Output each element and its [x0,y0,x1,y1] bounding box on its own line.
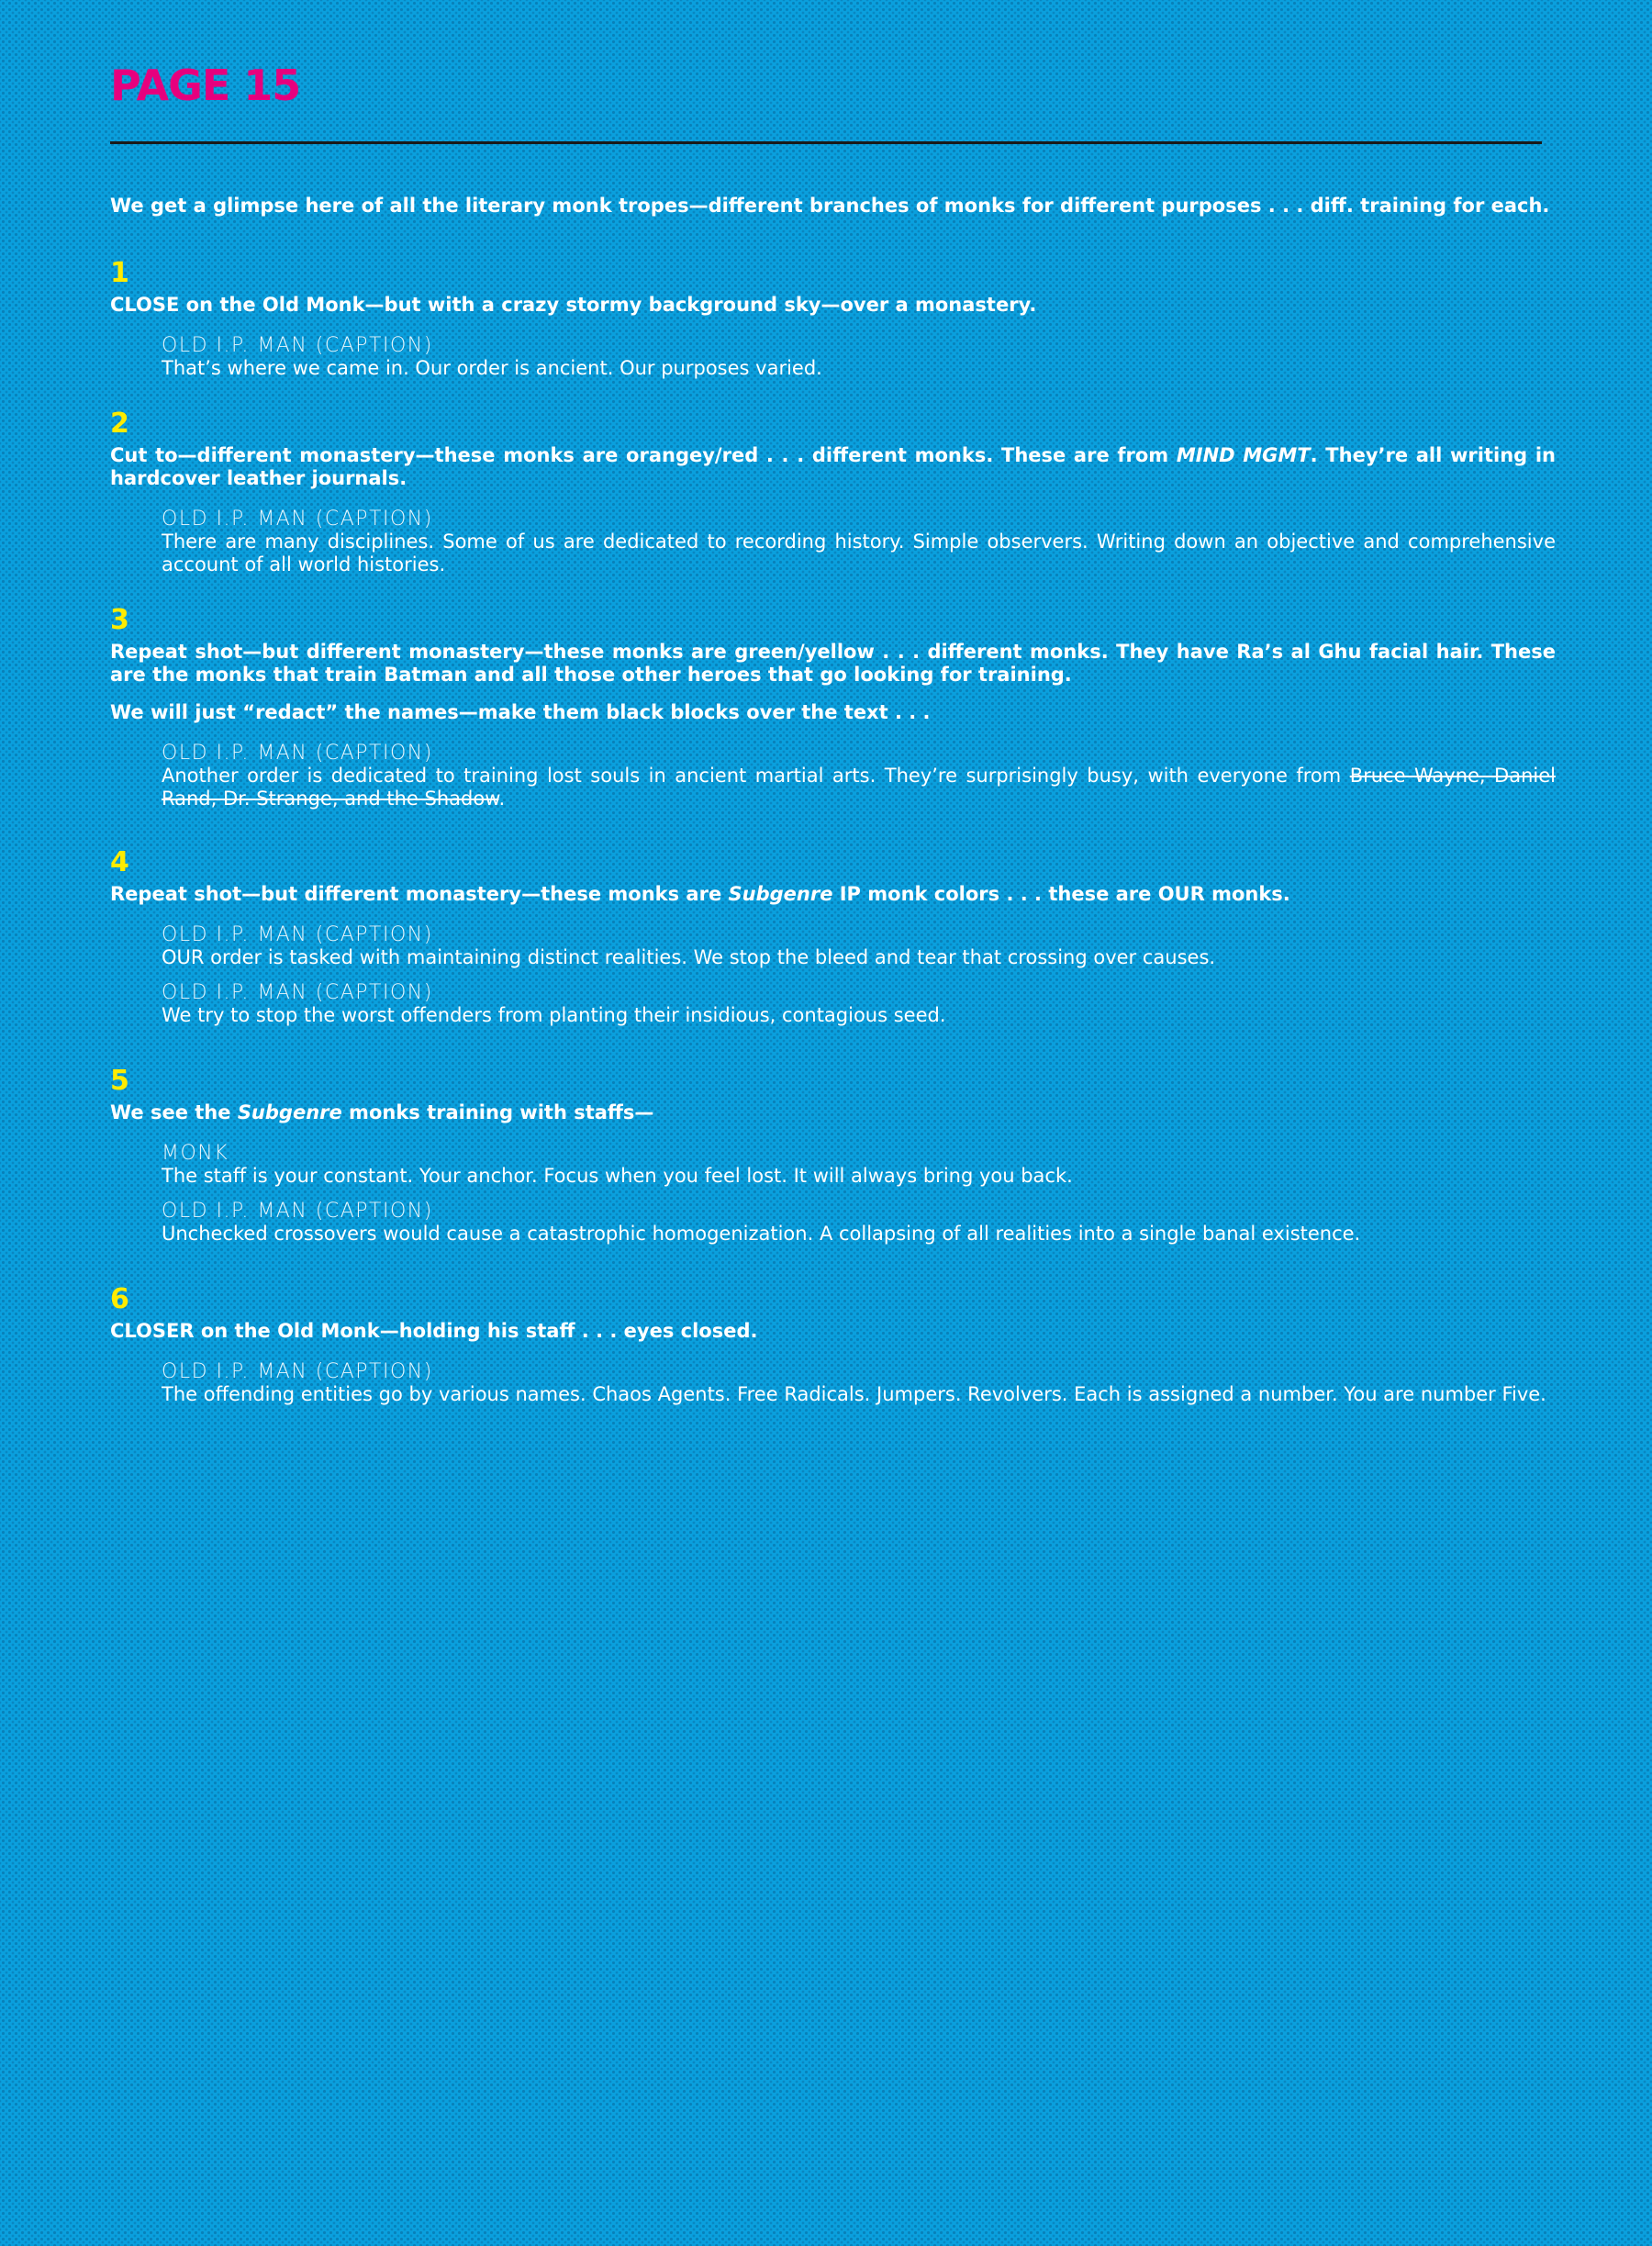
description-text: monks training with staffs— [341,1101,654,1123]
page-intro: We get a glimpse here of all the literary monk tropes—different branches of monks for different purposes . . . diff. training for each. [110,195,1550,217]
dialog-block [162,508,1556,576]
speaker-label: OLD I.P. MAN (CAPTION) [162,923,433,946]
dialog-text: The staff is your constant. Your anchor. Focus when you feel lost. It will always bring you back. [162,1165,1073,1187]
speaker-label: OLD I.P. MAN (CAPTION) [162,1200,433,1223]
dialog-text: We try to stop the worst offenders from planting their insidious, contagious seed. [162,1004,946,1026]
dialog-block [162,1201,1556,1246]
dialog-text-part: Another order is dedicated to training lost souls in ancient martial arts. They’re surprisingly busy, with everyone from [162,765,1350,787]
panel-1 [110,257,1556,393]
description-text: Repeat shot—but different monastery—these monks are [110,883,729,905]
panel-number: 1 [110,257,129,289]
dialog-text: The offending entities go by various names. Chaos Agents. Free Radicals. Jumpers. Revolvers. Each is assigned a number. You are number Five. [162,1383,1546,1405]
panel-number: 6 [110,1283,129,1315]
panel-3 [110,604,1556,823]
struck-names: Bruce Wayne, Daniel Rand, Dr. Strange, and the Shadow [162,765,1556,810]
dialog-block [162,335,1556,380]
panel-5 [110,1065,1556,1258]
description-italic-title: Subgenre [237,1101,342,1123]
panel-description [110,1101,1556,1124]
panel-number: 2 [110,408,129,440]
dialog-block [162,982,1556,1027]
dialog-block [162,1361,1556,1406]
description-italic-title: MIND MGMT [1176,444,1311,466]
panel-number: 3 [110,604,129,636]
dialog-block [162,924,1556,969]
description-text: . They’re all writing in hardcover leather journals. [110,444,1557,489]
speaker-label: OLD I.P. MAN (CAPTION) [162,1360,433,1383]
speaker-label: OLD I.P. MAN (CAPTION) [162,508,433,531]
panel-2 [110,408,1556,589]
dialog-block [162,1143,1556,1188]
description-italic-title: Subgenre [728,883,833,905]
panel-description [110,444,1556,490]
panel-number: 4 [110,846,129,878]
panel-description: Repeat shot—but different monastery—these monks are green/yellow . . . different monks. They have Ra’s al Ghu facial hair. These are the monks that train Batman and all those other heroes that go looking for training. [110,641,1556,686]
description-text: We see the [110,1101,238,1123]
speaker-label: OLD I.P. MAN (CAPTION) [162,334,433,357]
dialog-text: OUR order is tasked with maintaining distinct realities. We stop the bleed and tear that crossing over causes. [162,946,1216,968]
dialog-block [162,743,1556,810]
dialog-text: Unchecked crossovers would cause a catastrophic homogenization. A collapsing of all realities into a single banal existence. [162,1223,1361,1245]
description-text: IP monk colors . . . these are OUR monks. [832,883,1290,905]
speaker-label: MONK [162,1142,229,1165]
panel-note: We will just “redact” the names—make them black blocks over the text . . . [110,701,931,723]
dialog-text [162,765,1556,810]
panel-description: CLOSE on the Old Monk—but with a crazy stormy background sky—over a monastery. [110,294,1037,316]
description-text: Cut to—different monastery—these monks are orangey/red . . . different monks. These are from [110,444,1177,466]
dialog-text-part: . [498,788,506,810]
dialog-text: That’s where we came in. Our order is ancient. Our purposes varied. [162,357,822,379]
speaker-label: OLD I.P. MAN (CAPTION) [162,981,433,1004]
title-divider [110,141,1542,144]
page-title: PAGE 15 [110,61,301,110]
panel-number: 5 [110,1065,129,1097]
panel-4 [110,846,1556,1040]
panel-description [110,883,1556,906]
panel-6 [110,1283,1556,1419]
dialog-text: There are many disciplines. Some of us are dedicated to recording history. Simple observers. Writing down an objective and comprehensive account of all world histories. [162,531,1556,575]
panel-description: CLOSER on the Old Monk—holding his staff . . . eyes closed. [110,1320,758,1342]
speaker-label: OLD I.P. MAN (CAPTION) [162,742,433,765]
